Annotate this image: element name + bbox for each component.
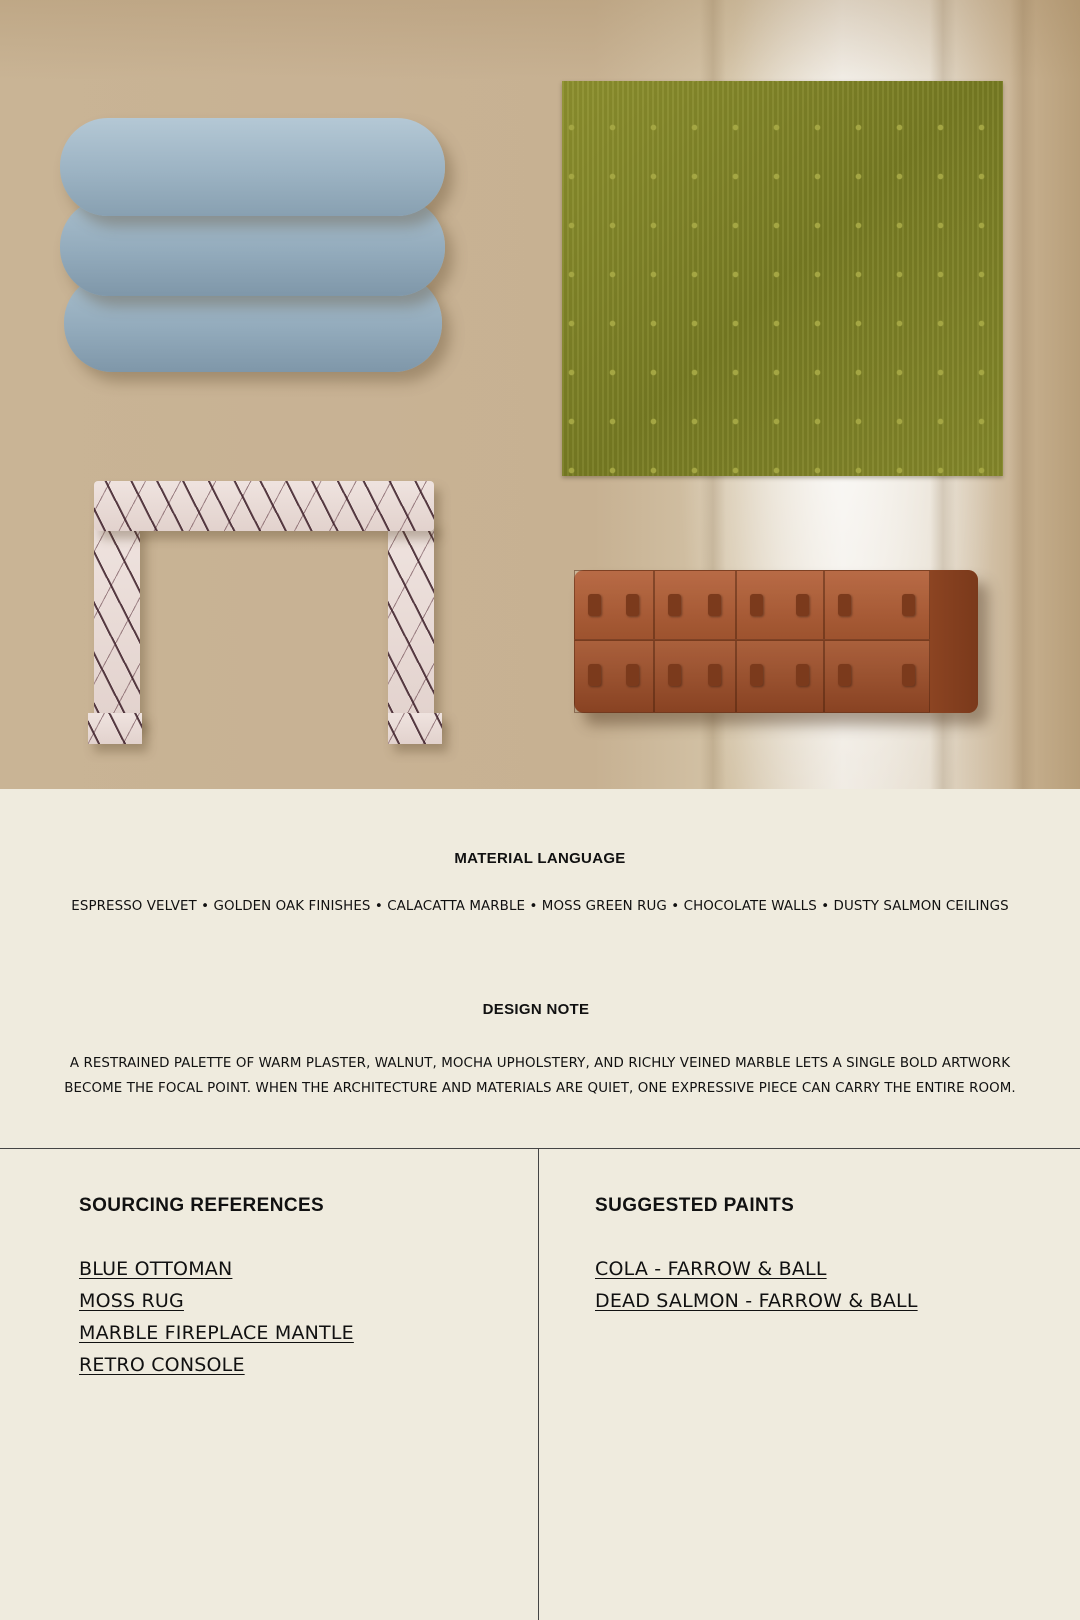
drawer-knob xyxy=(708,664,721,686)
drawer-knob xyxy=(708,594,721,616)
ottoman-cushion xyxy=(60,118,445,216)
mantle-leg xyxy=(388,521,434,726)
drawer-knob xyxy=(750,594,763,616)
mantle-foot xyxy=(88,713,142,744)
material-language-text: ESPRESSO VELVET • GOLDEN OAK FINISHES • CALACATTA MARBLE • MOSS GREEN RUG • CHOCOLATE WALLS • DUSTY SALMON CEILINGS xyxy=(71,899,1009,914)
material-language-title: MATERIAL LANGUAGE xyxy=(454,850,626,867)
paint-links xyxy=(595,1258,918,1322)
mantle-shelf xyxy=(94,481,434,531)
suggested-paints-title: SUGGESTED PAINTS xyxy=(595,1195,795,1216)
retro-console-link[interactable]: RETRO CONSOLE xyxy=(79,1354,245,1376)
blue-ottoman-image xyxy=(60,116,455,396)
drawer-knob xyxy=(626,594,639,616)
console-drawer xyxy=(654,570,736,640)
drawer-knob xyxy=(588,594,601,616)
dead-salmon-paint-link[interactable]: DEAD SALMON - FARROW & BALL xyxy=(595,1290,918,1312)
drawer-knob xyxy=(668,664,681,686)
mantle-foot xyxy=(388,713,442,744)
retro-console-image xyxy=(574,570,984,718)
design-note-line-2: BECOME THE FOCAL POINT. WHEN THE ARCHITECTURE AND MATERIALS ARE QUIET, ONE EXPRESSIVE PIECE CAN CARRY THE ENTIRE ROOM. xyxy=(64,1081,1016,1096)
console-drawer xyxy=(574,570,654,640)
list-item xyxy=(79,1290,354,1322)
marble-fireplace-mantle-link[interactable]: MARBLE FIREPLACE MANTLE xyxy=(79,1322,354,1344)
blue-ottoman-link[interactable]: BLUE OTTOMAN xyxy=(79,1258,233,1280)
drawer-knob xyxy=(902,664,915,686)
curtain-fold xyxy=(1010,0,1036,789)
drawer-knob xyxy=(902,594,915,616)
drawer-knob xyxy=(838,594,851,616)
list-item xyxy=(79,1258,354,1290)
drawer-knob xyxy=(838,664,851,686)
design-note-line-1: A RESTRAINED PALETTE OF WARM PLASTER, WALNUT, MOCHA UPHOLSTERY, AND RICHLY VEINED MARBLE LETS A SINGLE BOLD ARTWORK xyxy=(69,1056,1011,1071)
drawer-knob xyxy=(796,594,809,616)
drawer-knob xyxy=(626,664,639,686)
design-note-title: DESIGN NOTE xyxy=(482,1001,590,1018)
moss-rug-image xyxy=(562,81,1003,476)
drawer-knob xyxy=(668,594,681,616)
marble-fireplace-mantle-image xyxy=(88,481,440,744)
sourcing-references-title: SOURCING REFERENCES xyxy=(79,1195,325,1216)
list-item xyxy=(79,1354,354,1386)
list-item xyxy=(595,1258,918,1290)
moss-rug-link[interactable]: MOSS RUG xyxy=(79,1290,184,1312)
sourcing-links xyxy=(79,1258,354,1386)
moodboard-image xyxy=(0,0,1080,789)
list-item xyxy=(595,1290,918,1322)
drawer-knob xyxy=(750,664,763,686)
list-item xyxy=(79,1322,354,1354)
cola-paint-link[interactable]: COLA - FARROW & BALL xyxy=(595,1258,827,1280)
console-drawer xyxy=(654,640,736,713)
console-drawer xyxy=(574,640,654,713)
drawer-knob xyxy=(588,664,601,686)
drawer-knob xyxy=(796,664,809,686)
column-divider xyxy=(538,1148,539,1620)
mantle-leg xyxy=(94,521,140,726)
section-divider xyxy=(0,1148,1080,1149)
backdrop-shade xyxy=(0,0,1080,80)
console-side xyxy=(930,570,978,713)
